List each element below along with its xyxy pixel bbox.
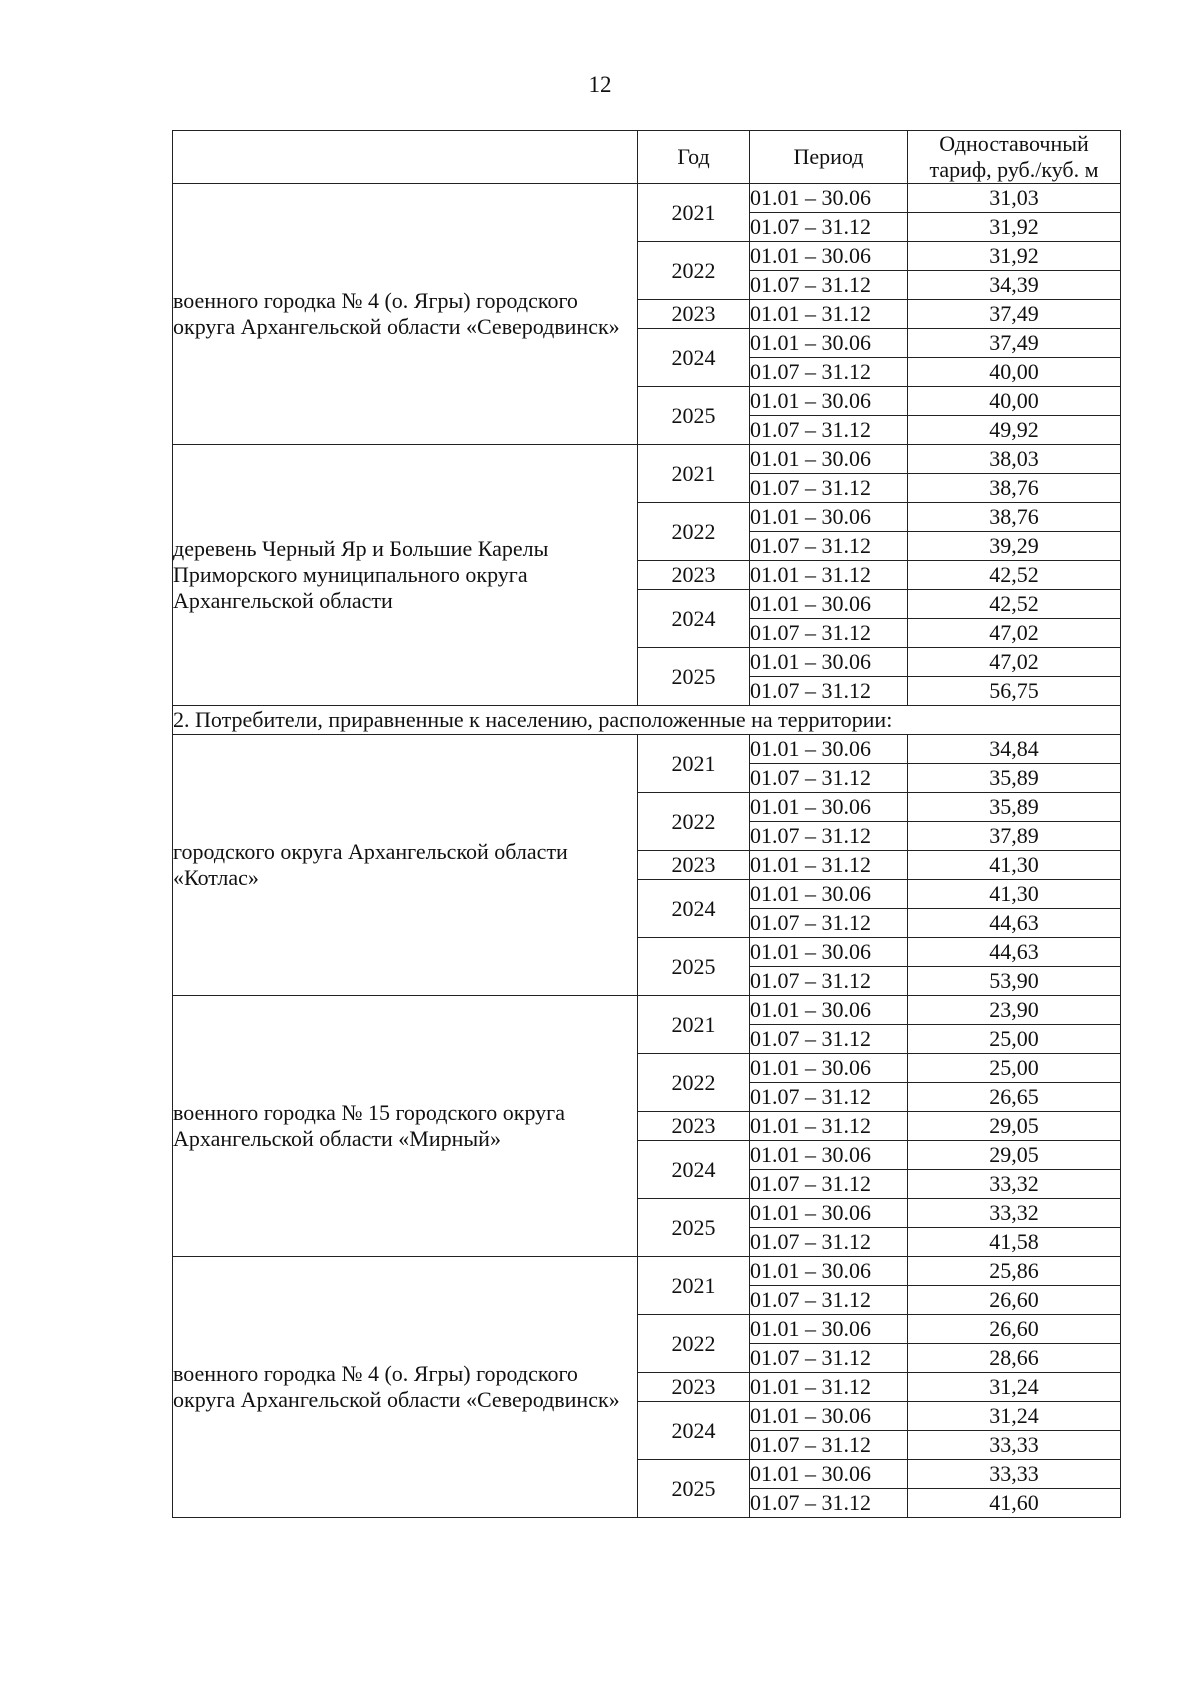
tariff-value-cell: 23,90: [908, 996, 1121, 1025]
period-cell: 01.01 – 31.12: [750, 561, 908, 590]
tariff-value-cell: 29,05: [908, 1112, 1121, 1141]
tariff-value-cell: 31,92: [908, 242, 1121, 271]
period-cell: 01.07 – 31.12: [750, 1344, 908, 1373]
period-cell: 01.01 – 30.06: [750, 880, 908, 909]
location-cell: городского округа Архангельской области «Котлас»: [173, 735, 638, 996]
year-cell: 2024: [638, 329, 750, 387]
tariff-value-cell: 29,05: [908, 1141, 1121, 1170]
tariff-value-cell: 41,30: [908, 851, 1121, 880]
header-period: Период: [750, 131, 908, 184]
period-cell: 01.07 – 31.12: [750, 967, 908, 996]
header-row: [173, 131, 1121, 184]
year-cell: 2022: [638, 1315, 750, 1373]
tariff-value-cell: 40,00: [908, 387, 1121, 416]
tariff-value-cell: 37,49: [908, 300, 1121, 329]
tariff-value-cell: 33,33: [908, 1431, 1121, 1460]
period-cell: 01.01 – 30.06: [750, 1315, 908, 1344]
period-cell: 01.01 – 30.06: [750, 1141, 908, 1170]
year-cell: 2021: [638, 735, 750, 793]
tariff-value-cell: 40,00: [908, 358, 1121, 387]
tariff-value-cell: 53,90: [908, 967, 1121, 996]
period-cell: 01.01 – 30.06: [750, 184, 908, 213]
period-cell: 01.07 – 31.12: [750, 909, 908, 938]
tariff-value-cell: 41,30: [908, 880, 1121, 909]
tariff-value-cell: 37,89: [908, 822, 1121, 851]
tariff-value-cell: 26,60: [908, 1315, 1121, 1344]
tariff-value-cell: 35,89: [908, 764, 1121, 793]
period-cell: 01.07 – 31.12: [750, 677, 908, 706]
tariff-value-cell: 38,76: [908, 503, 1121, 532]
header-tariff-line1: Одноставочный: [939, 131, 1089, 156]
year-cell: 2022: [638, 793, 750, 851]
tariff-value-cell: 33,33: [908, 1460, 1121, 1489]
period-cell: 01.07 – 31.12: [750, 474, 908, 503]
tariff-value-cell: 26,60: [908, 1286, 1121, 1315]
table-row: [173, 1257, 1121, 1286]
year-cell: 2022: [638, 1054, 750, 1112]
tariff-value-cell: 31,24: [908, 1402, 1121, 1431]
period-cell: 01.01 – 30.06: [750, 1257, 908, 1286]
tariff-value-cell: 31,92: [908, 213, 1121, 242]
year-cell: 2024: [638, 880, 750, 938]
header-tariff: [908, 131, 1121, 184]
period-cell: 01.07 – 31.12: [750, 1431, 908, 1460]
table-row: [173, 184, 1121, 213]
header-year: Год: [638, 131, 750, 184]
period-cell: 01.01 – 30.06: [750, 793, 908, 822]
period-cell: 01.07 – 31.12: [750, 764, 908, 793]
tariff-value-cell: 42,52: [908, 561, 1121, 590]
tariff-value-cell: 26,65: [908, 1083, 1121, 1112]
period-cell: 01.01 – 30.06: [750, 503, 908, 532]
year-cell: 2023: [638, 1373, 750, 1402]
year-cell: 2025: [638, 1199, 750, 1257]
table-row: [173, 445, 1121, 474]
year-cell: 2021: [638, 996, 750, 1054]
header-location: [173, 131, 638, 184]
period-cell: 01.01 – 30.06: [750, 735, 908, 764]
period-cell: 01.07 – 31.12: [750, 1170, 908, 1199]
tariff-value-cell: 31,03: [908, 184, 1121, 213]
year-cell: 2025: [638, 387, 750, 445]
tariff-value-cell: 31,24: [908, 1373, 1121, 1402]
tariff-value-cell: 42,52: [908, 590, 1121, 619]
table-row: [173, 996, 1121, 1025]
period-cell: 01.01 – 30.06: [750, 445, 908, 474]
year-cell: 2021: [638, 184, 750, 242]
period-cell: 01.07 – 31.12: [750, 213, 908, 242]
period-cell: 01.01 – 30.06: [750, 1199, 908, 1228]
tariff-value-cell: 25,00: [908, 1025, 1121, 1054]
year-cell: 2022: [638, 242, 750, 300]
tariff-value-cell: 47,02: [908, 648, 1121, 677]
table-row: [173, 735, 1121, 764]
period-cell: 01.07 – 31.12: [750, 1025, 908, 1054]
year-cell: 2024: [638, 1141, 750, 1199]
period-cell: 01.01 – 30.06: [750, 590, 908, 619]
period-cell: 01.01 – 30.06: [750, 1402, 908, 1431]
period-cell: 01.01 – 30.06: [750, 648, 908, 677]
period-cell: 01.01 – 31.12: [750, 1373, 908, 1402]
period-cell: 01.01 – 30.06: [750, 242, 908, 271]
period-cell: 01.07 – 31.12: [750, 416, 908, 445]
period-cell: 01.07 – 31.12: [750, 822, 908, 851]
year-cell: 2023: [638, 851, 750, 880]
header-tariff-line2: тариф, руб./куб. м: [929, 157, 1099, 182]
location-cell: военного городка № 15 городского округа Архангельской области «Мирный»: [173, 996, 638, 1257]
tariff-value-cell: 44,63: [908, 909, 1121, 938]
section-row: [173, 706, 1121, 735]
section-title: 2. Потребители, приравненные к населению, расположенные на территории:: [173, 706, 1121, 735]
location-cell: деревень Черный Яр и Большие Карелы Приморского муниципального округа Архангельской области: [173, 445, 638, 706]
tariff-value-cell: 34,39: [908, 271, 1121, 300]
year-cell: 2025: [638, 1460, 750, 1518]
year-cell: 2021: [638, 445, 750, 503]
tariff-value-cell: 35,89: [908, 793, 1121, 822]
year-cell: 2022: [638, 503, 750, 561]
location-cell: военного городка № 4 (о. Ягры) городского округа Архангельской области «Северодвинск»: [173, 1257, 638, 1518]
tariff-value-cell: 38,76: [908, 474, 1121, 503]
tariff-value-cell: 39,29: [908, 532, 1121, 561]
tariff-table: [172, 130, 1121, 1518]
period-cell: 01.01 – 31.12: [750, 851, 908, 880]
period-cell: 01.01 – 30.06: [750, 387, 908, 416]
period-cell: 01.01 – 30.06: [750, 938, 908, 967]
tariff-value-cell: 41,58: [908, 1228, 1121, 1257]
tariff-value-cell: 38,03: [908, 445, 1121, 474]
period-cell: 01.01 – 30.06: [750, 996, 908, 1025]
year-cell: 2024: [638, 590, 750, 648]
tariff-value-cell: 56,75: [908, 677, 1121, 706]
table-body: [173, 184, 1121, 1518]
year-cell: 2024: [638, 1402, 750, 1460]
tariff-value-cell: 44,63: [908, 938, 1121, 967]
tariff-value-cell: 34,84: [908, 735, 1121, 764]
year-cell: 2025: [638, 938, 750, 996]
tariff-value-cell: 37,49: [908, 329, 1121, 358]
year-cell: 2023: [638, 561, 750, 590]
tariff-value-cell: 33,32: [908, 1170, 1121, 1199]
period-cell: 01.07 – 31.12: [750, 1286, 908, 1315]
period-cell: 01.07 – 31.12: [750, 619, 908, 648]
year-cell: 2021: [638, 1257, 750, 1315]
period-cell: 01.07 – 31.12: [750, 532, 908, 561]
period-cell: 01.07 – 31.12: [750, 1083, 908, 1112]
tariff-value-cell: 49,92: [908, 416, 1121, 445]
tariff-value-cell: 28,66: [908, 1344, 1121, 1373]
period-cell: 01.07 – 31.12: [750, 358, 908, 387]
tariff-value-cell: 47,02: [908, 619, 1121, 648]
period-cell: 01.01 – 30.06: [750, 1460, 908, 1489]
tariff-value-cell: 33,32: [908, 1199, 1121, 1228]
period-cell: 01.01 – 30.06: [750, 329, 908, 358]
period-cell: 01.07 – 31.12: [750, 1489, 908, 1518]
period-cell: 01.01 – 31.12: [750, 1112, 908, 1141]
tariff-value-cell: 25,00: [908, 1054, 1121, 1083]
year-cell: 2025: [638, 648, 750, 706]
tariff-value-cell: 41,60: [908, 1489, 1121, 1518]
year-cell: 2023: [638, 1112, 750, 1141]
tariff-value-cell: 25,86: [908, 1257, 1121, 1286]
period-cell: 01.01 – 31.12: [750, 300, 908, 329]
location-cell: военного городка № 4 (о. Ягры) городского округа Архангельской области «Северодвинск»: [173, 184, 638, 445]
period-cell: 01.07 – 31.12: [750, 1228, 908, 1257]
page-number: 12: [588, 72, 612, 97]
year-cell: 2023: [638, 300, 750, 329]
period-cell: 01.01 – 30.06: [750, 1054, 908, 1083]
period-cell: 01.07 – 31.12: [750, 271, 908, 300]
